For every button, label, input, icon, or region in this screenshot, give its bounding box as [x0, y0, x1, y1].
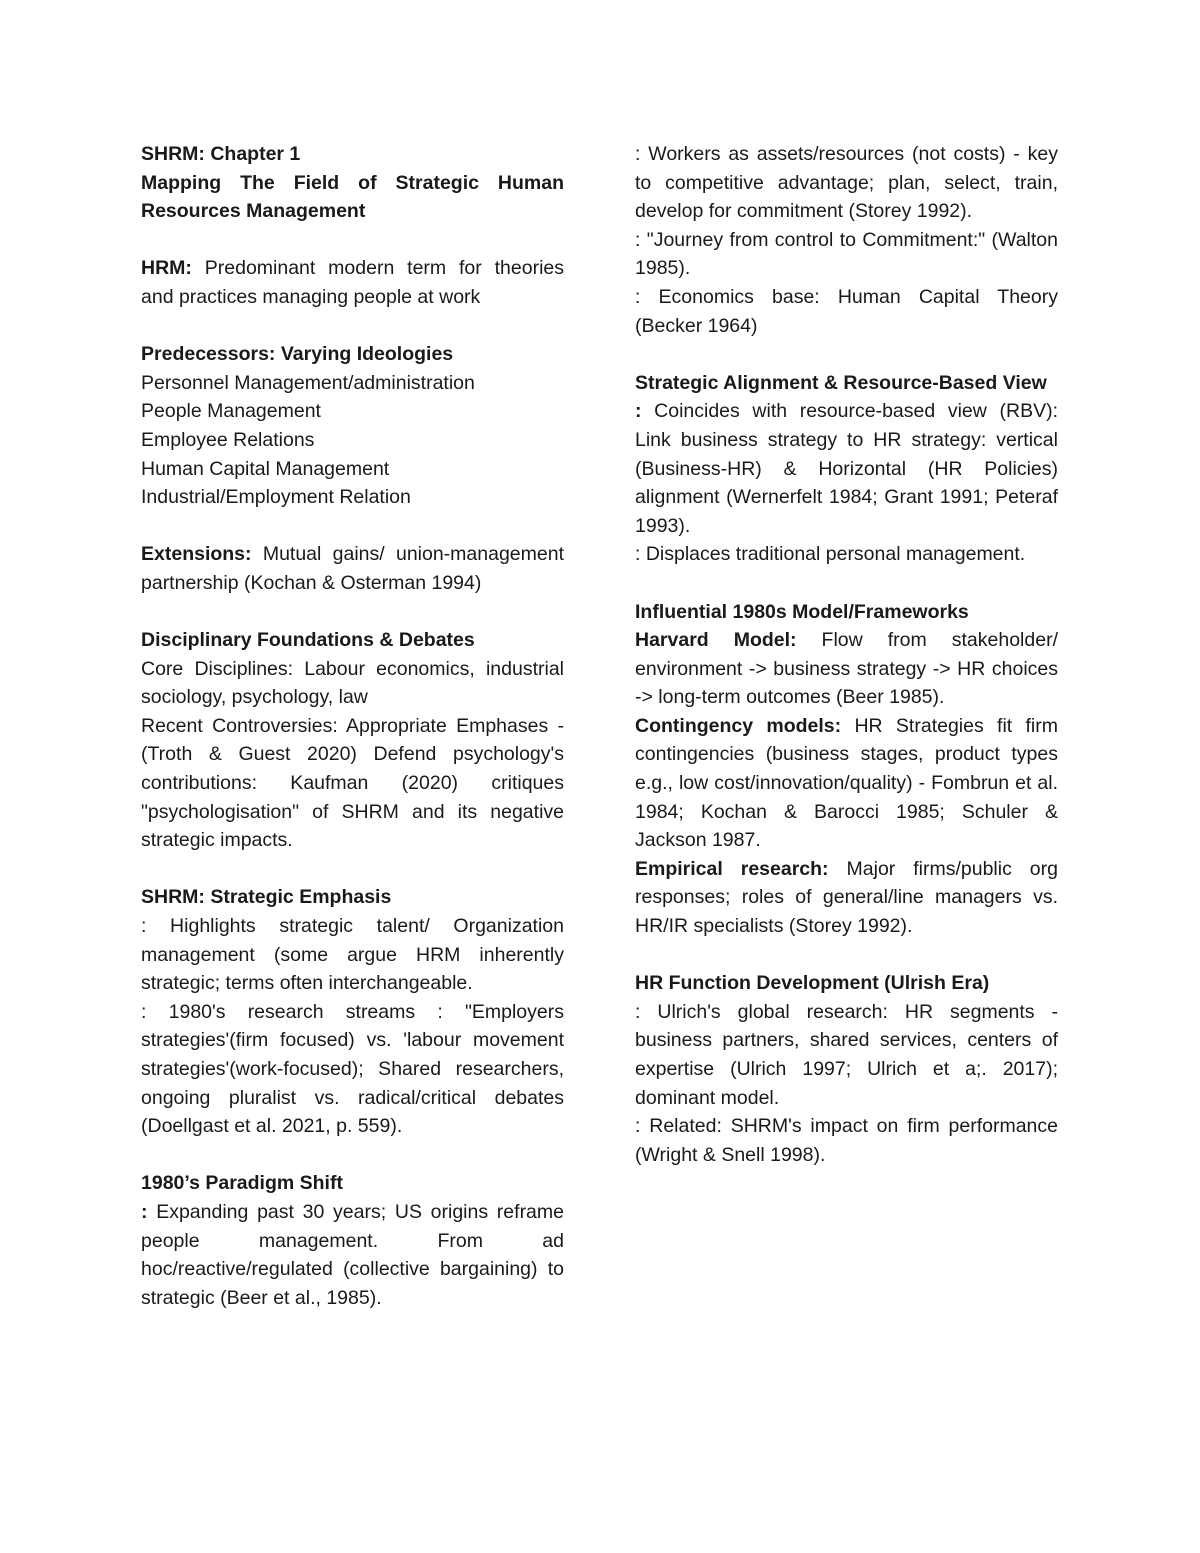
models-heading: Influential 1980s Model/Frameworks: [635, 600, 969, 623]
left-column: [141, 140, 564, 1312]
intro-p3: : Economics base: Human Capital Theory (Becker 1964): [635, 285, 1058, 337]
doc-subtitle: Mapping The Field of Strategic Human Resources Management: [141, 171, 564, 223]
predecessor-item: Personnel Management/administration: [141, 371, 475, 394]
doc-title: SHRM: Chapter 1: [141, 143, 301, 165]
intro-p1: : Workers as assets/resources (not costs) - key to competitive advantage; plan, select, train, develop for commitment (Storey 1992).: [635, 143, 1058, 223]
alignment-colon: :: [635, 400, 642, 423]
harvard-text: Flow from stakeholder/ environment -> business strategy -> HR choices -> long-term outcomes (Beer 1985).: [635, 629, 1058, 709]
alignment-text: Coincides with resource-based view (RBV): Link business strategy to HR strategy: vertical (Business-HR) & Horizontal (HR Policies) alignment (Wernerfelt 1984; Grant 1991; Peteraf 1993).: [635, 400, 1058, 537]
predecessor-item: Employee Relations: [141, 428, 315, 451]
predecessor-item: Industrial/Employment Relation: [141, 486, 411, 509]
predecessors-heading: Predecessors: Varying Ideologies: [141, 343, 454, 366]
alignment-heading: Strategic Alignment & Resource-Based View: [635, 371, 1047, 394]
hrm-text: Predominant modern term for theories and practices managing people at work: [141, 257, 564, 308]
paradigm-paragraph: [141, 1198, 564, 1312]
extensions-text: Mutual gains/ union-management partnership (Kochan & Osterman 1994): [141, 543, 564, 594]
harvard-paragraph: [635, 626, 1058, 712]
alignment-paragraph: [635, 397, 1058, 540]
empirical-text: Major firms/public org responses; roles of general/line managers vs. HR/IR specialists (Storey 1992).: [635, 857, 1058, 938]
strategic-emphasis-p1: : Highlights strategic talent/ Organization management (some argue HRM inherently strategic; terms often interchangeable.: [141, 915, 564, 995]
alignment-p2: : Displaces traditional personal management.: [635, 543, 1026, 566]
disciplinary-heading: Disciplinary Foundations & Debates: [141, 629, 475, 652]
extensions-paragraph: [141, 540, 564, 597]
hrm-label: HRM:: [141, 257, 192, 280]
hr-function-p1: : Ulrich's global research: HR segments - business partners, shared services, centers of expertise (Ulrich 1997; Ulrich et a;. 2017); dominant model.: [635, 1000, 1058, 1109]
paradigm-colon: :: [141, 1200, 148, 1223]
core-disciplines-text: Core Disciplines: Labour economics, industrial sociology, psychology, law: [141, 657, 564, 709]
contingency-text: HR Strategies fit firm contingencies (business stages, product types e.g., low cost/innovation/quality) - Fombrun et al. 1984; Kochan & Barocci 1985; Schuler & Jackson 1987.: [635, 714, 1058, 852]
paradigm-text: Expanding past 30 years; US origins reframe people management. From ad hoc/reactive/regulated (collective bargaining) to strategic (Beer et al., 1985).: [141, 1200, 564, 1309]
strategic-emphasis-p2: : 1980's research streams : "Employers strategies'(firm focused) vs. 'labour movement strategies'(work-focused); Shared researchers, ongoing pluralist vs. radical/critical debates (Doellgast et al. 2021, p. 559).: [141, 1000, 564, 1138]
hr-function-p2: : Related: SHRM's impact on firm performance (Wright & Snell 1998).: [635, 1115, 1058, 1166]
contingency-paragraph: [635, 712, 1058, 855]
extensions-label: Extensions:: [141, 543, 252, 566]
right-column: [635, 140, 1058, 1169]
predecessor-item: People Management: [141, 400, 321, 423]
recent-controversies-text: Recent Controversies: Appropriate Emphases - (Troth & Guest 2020) Defend psychology's contributions: Kaufman (2020) critiques "psychologisation" of SHRM and its negative strategic impacts.: [141, 714, 564, 852]
intro-p2: : "Journey from control to Commitment:" (Walton 1985).: [635, 228, 1058, 280]
predecessor-item: Human Capital Management: [141, 457, 390, 480]
empirical-paragraph: [635, 855, 1058, 941]
hrm-paragraph: [141, 254, 564, 311]
empirical-label: Empirical research:: [635, 857, 829, 880]
strategic-emphasis-heading: SHRM: Strategic Emphasis: [141, 886, 392, 909]
paradigm-heading: 1980’s Paradigm Shift: [141, 1172, 343, 1195]
harvard-label: Harvard Model:: [635, 629, 797, 652]
contingency-label: Contingency models:: [635, 714, 842, 737]
hr-function-heading: HR Function Development (Ulrish Era): [635, 972, 990, 995]
